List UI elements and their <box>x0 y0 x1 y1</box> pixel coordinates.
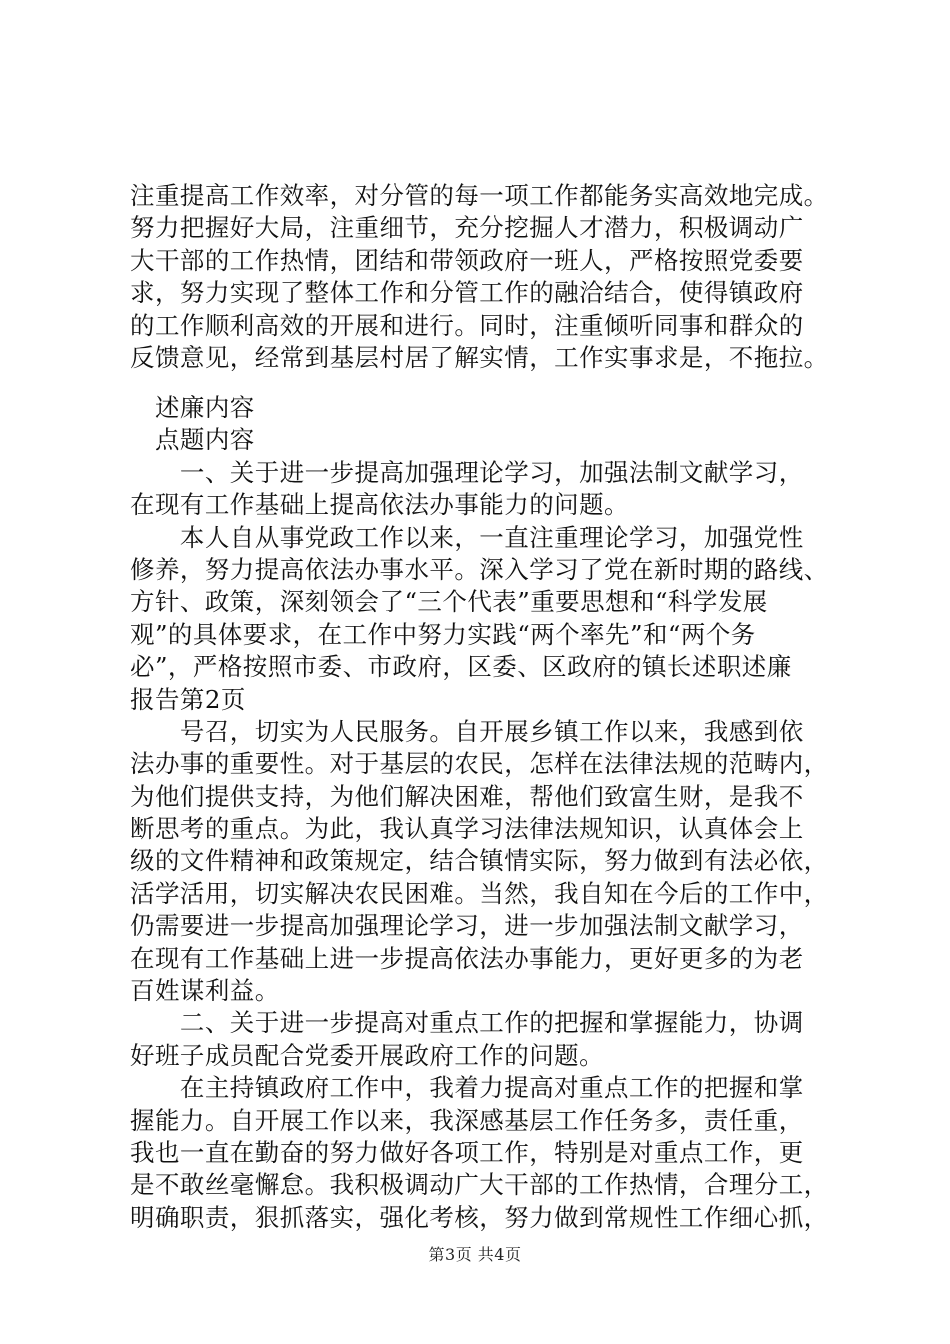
text-line: 注重提高工作效率，对分管的每一项工作都能务实高效地完成。 <box>130 181 829 210</box>
text-line: 是不敢丝毫懈怠。我积极调动广大干部的工作热情，合理分工， <box>130 1170 829 1200</box>
text-line: 在主持镇政府工作中，我着力提高对重点工作的把握和掌 <box>130 1073 804 1103</box>
text-line: 必”，严格按照市委、市政府，区委、区政府的镇长述职述廉 <box>130 652 792 682</box>
text-line: 为他们提供支持，为他们解决困难，帮他们致富生财，是我不 <box>130 781 804 811</box>
text-line: 活学活用，切实解决农民困难。当然，我自知在今后的工作中， <box>130 878 829 908</box>
text-line: 求，努力实现了整体工作和分管工作的融洽结合，使得镇政府 <box>130 278 804 308</box>
text-line: 法办事的重要性。对于基层的农民，怎样在法律法规的范畴内， <box>130 749 829 779</box>
text-block-top <box>130 180 830 374</box>
page-number-footer: 第3页 共4页 <box>428 1245 522 1264</box>
text-line: 在现有工作基础上提高依法办事能力的问题。 <box>130 490 629 520</box>
text-line: 报告第2页 <box>130 684 246 714</box>
text-line: 号召，切实为人民服务。自开展乡镇工作以来，我感到依 <box>130 716 804 746</box>
text-line: 本人自从事党政工作以来，一直注重理论学习，加强党性 <box>130 522 804 552</box>
text-line: 在现有工作基础上进一步提高依法办事能力，更好更多的为老 <box>130 943 804 973</box>
text-line: 仍需要进一步提高加强理论学习，进一步加强法制文献学习， <box>130 911 804 941</box>
text-line: 修养，努力提高依法办事水平。深入学习了党在新时期的路线、 <box>130 554 829 584</box>
text-line: 二、关于进一步提高对重点工作的把握和掌握能力，协调 <box>130 1008 804 1038</box>
section-heading: 述廉内容 <box>130 393 255 422</box>
text-line: 我也一直在勤奋的努力做好各项工作，特别是对重点工作，更 <box>130 1137 804 1167</box>
text-line: 方针、政策，深刻领会了“三个代表”重要思想和“科学发展 <box>130 587 768 617</box>
text-line: 明确职责，狠抓落实，强化考核，努力做到常规性工作细心抓， <box>130 1202 829 1232</box>
text-line: 观”的具体要求，在工作中努力实践“两个率先”和“两个务 <box>130 619 756 649</box>
text-line: 握能力。自开展工作以来，我深感基层工作任务多，责任重， <box>130 1105 804 1135</box>
text-line: 好班子成员配合党委开展政府工作的问题。 <box>130 1040 605 1070</box>
text-block-main <box>130 392 830 1234</box>
text-line: 反馈意见，经常到基层村居了解实情，工作实事求是，不拖拉。 <box>130 342 829 372</box>
text-line: 的工作顺利高效的开展和进行。同时，注重倾听同事和群众的 <box>130 310 804 340</box>
text-line: 大干部的工作热情，团结和带领政府一班人，严格按照党委要 <box>130 245 804 275</box>
text-line: 断思考的重点。为此，我认真学习法律法规知识，认真体会上 <box>130 814 804 844</box>
section-heading: 点题内容 <box>130 425 255 455</box>
text-line: 百姓谋利益。 <box>130 976 280 1006</box>
text-line: 一、关于进一步提高加强理论学习，加强法制文献学习， <box>130 457 804 487</box>
text-line: 努力把握好大局，注重细节，充分挖掘人才潜力，积极调动广 <box>130 213 804 243</box>
text-line: 级的文件精神和政策规定，结合镇情实际，努力做到有法必依， <box>130 846 829 876</box>
